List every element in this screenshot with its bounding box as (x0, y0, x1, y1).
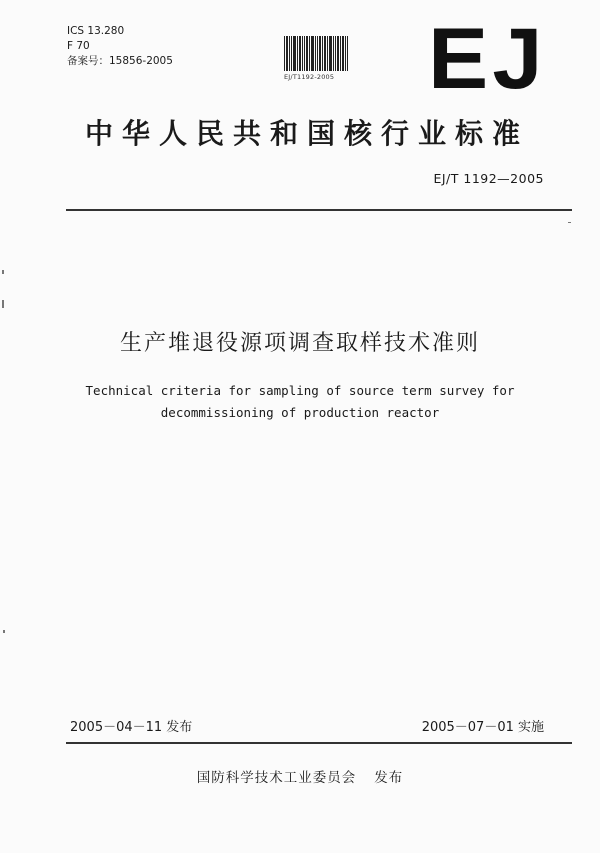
scan-mark (2, 270, 4, 274)
top-divider (66, 209, 572, 211)
english-title-line-2: decommissioning of production reactor (160, 405, 440, 420)
record-number: 备案号：15856-2005 (67, 55, 173, 67)
bottom-divider (66, 742, 572, 744)
standard-org-title: 中华人民共和国核行业标准 (84, 117, 529, 150)
scan-mark (2, 300, 4, 308)
ics-code: ICS 13.280 (67, 25, 125, 37)
barcode-text: EJ/T1192-2005 (284, 73, 335, 81)
standard-meta (67, 24, 173, 69)
english-title-line-1: Technical criteria for sampling of source term survey for (85, 383, 515, 398)
scan-mark (568, 222, 571, 223)
category-code: F 70 (67, 40, 90, 52)
standard-number: EJ/T 1192—2005 (433, 171, 544, 186)
scan-mark (3, 630, 5, 633)
publisher-name: 国防科学技术工业委员会 (196, 770, 357, 786)
ej-logo: EJ (428, 11, 547, 107)
publisher (0, 766, 600, 786)
barcode-icon (284, 36, 348, 71)
issue-date: 2005－04－11 发布 (70, 720, 193, 735)
document-title-chinese: 生产堆退役源项调查取样技术准则 (119, 331, 480, 356)
document-title-english (0, 380, 600, 424)
implementation-date: 2005－07－01 实施 (421, 720, 544, 735)
publisher-action: 发布 (374, 770, 404, 786)
barcode (284, 36, 348, 82)
